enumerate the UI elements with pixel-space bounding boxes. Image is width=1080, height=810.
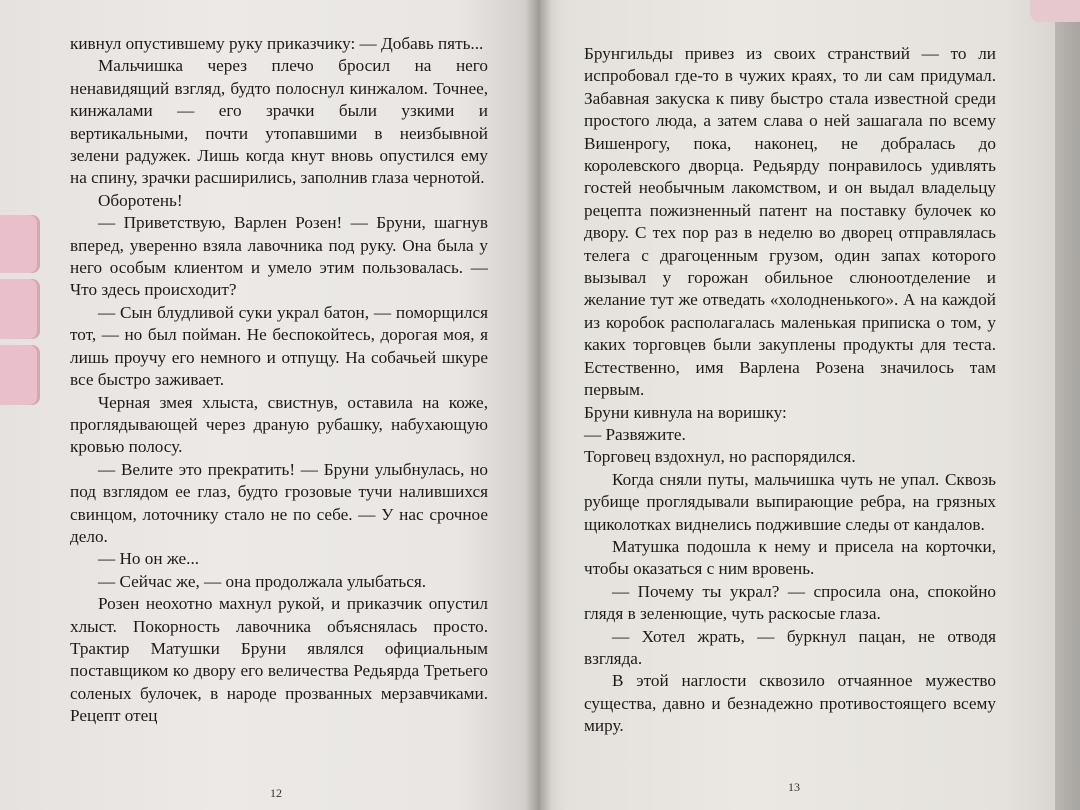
bookmark-clip <box>0 345 40 405</box>
right-page-text <box>584 43 996 738</box>
paragraph: Оборотень! <box>98 190 183 210</box>
paragraph: — Сын блудливой суки украл батон, — поморщился тот, — но был пойман. Не беспокойтесь, дорогая моя, я лишь проучу его немного и отпущу. На собачьей шкуре все быстро заживает. <box>70 302 488 390</box>
paragraph: — Велите это прекратить! — Бруни улыбнулась, но под взглядом ее глаз, будто грозовые тучи налившихся свинцом, лоточнику стало не по себе. — У нас срочное дело. <box>70 459 488 546</box>
bookmark-clip <box>0 279 40 339</box>
page-edge-stack <box>1055 0 1080 810</box>
paragraph: — Приветствую, Варлен Розен! — Бруни, шагнув вперед, уверенно взяла лавочника под руку. Она была у него особым клиентом и умело этим пользовалась. — Что здесь происходит? <box>70 213 488 300</box>
page-number-left: 12 <box>270 786 282 800</box>
paragraph: Мальчишка через плечо бросил на него ненавидящий взгляд, будто полоснул кинжалом. Точнее, кинжалами — его зрачки были узкими и вертикальными, почти утопавшими в неизбывной зелени радужек. Лишь когда кнут вновь опустился ему на спину, зрачки расширились, заполнив глаза чернотой. <box>70 56 488 188</box>
paragraph: — Но он же... <box>98 549 200 569</box>
paragraph: Бруни кивнула на воришку: <box>584 402 787 422</box>
paragraph: В этой наглости сквозило отчаянное мужество существа, давно и безнадежно противостоящего всему миру. <box>584 671 996 736</box>
page-number-right: 13 <box>788 780 800 794</box>
paragraph: Брунгильды привез из своих странствий — то ли испробовал где-то в чужих краях, то ли сам придумал. Забавная закуска к пиву быстро стала известной среди простого люда, а затем слава о ней зашагала по всему Вишенрогу, пока, наконец, не добралась до королевского дворца. Редьярду понравилось удивлять гостей необычным лакомством, и он выдал владельцу рецепта пожизненный патент на поставку булочек ко двору. С тех пор раз в неделю во дворец отправлялась телега с драгоценным грузом, один запах которого вызывал у горожан обильное слюноотделение и желание тут же отведать «холодненького». А на каждой из коробок располагалась маленькая приписка о том, у каких торговцев были закуплены продукты для теста. Естественно, имя Варлена Розена значилось там первым. <box>584 44 996 400</box>
paragraph: — Сейчас же, — она продолжала улыбаться. <box>98 571 427 591</box>
right-page <box>540 0 1055 810</box>
paragraph: Черная змея хлыста, свистнув, оставила на коже, проглядывающей через драную рубашку, набухающую кровью полосу. <box>70 392 488 457</box>
paragraph: Торговец вздохнул, но распорядился. <box>584 447 856 467</box>
bookmark-clip <box>0 215 40 273</box>
paragraph: Розен неохотно махнул рукой, и приказчик опустил хлыст. Покорность лавочника объяснялась просто. Трактир Матушки Бруни являлся официальным поставщиком ко двору его величества Редьярда Третьего соленых булочек, в народе прозванных мерзавчиками. Рецепт отец <box>70 594 488 726</box>
paragraph: Матушка подошла к нему и присела на корточки, чтобы оказаться с ним вровень. <box>584 536 996 579</box>
bookmark-ribbon <box>1030 0 1080 22</box>
paragraph: Когда сняли путы, мальчишка чуть не упал. Сквозь рубище проглядывали выпирающие ребра, на грязных щиколотках виднелись поджившие следы от кандалов. <box>584 469 996 534</box>
left-page-text <box>70 33 488 728</box>
paragraph: — Почему ты украл? — спросила она, спокойно глядя в зеленющие, чуть раскосые глаза. <box>584 581 996 624</box>
paragraph: кивнул опустившему руку приказчику: — Добавь пять... <box>70 34 484 53</box>
bookmark-clips <box>0 195 44 445</box>
paragraph: — Развяжите. <box>584 424 686 444</box>
book-gutter <box>526 0 552 810</box>
paragraph: — Хотел жрать, — буркнул пацан, не отводя взгляда. <box>584 626 996 668</box>
